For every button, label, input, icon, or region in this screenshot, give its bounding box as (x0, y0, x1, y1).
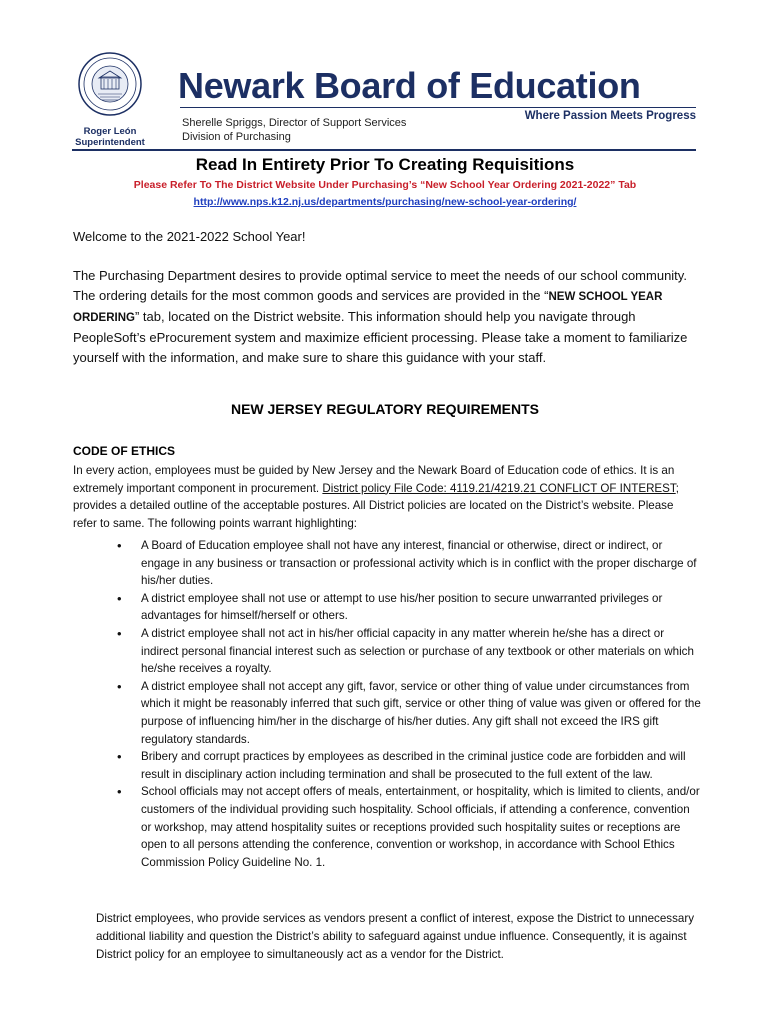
intro-bold-tab: NEW SCHOOL YEAR ORDERING (73, 291, 663, 324)
superintendent-name: Roger León (83, 126, 137, 137)
policy-reference: District policy File Code: 4119.21/4219.21 CONFLICT OF INTEREST (322, 481, 676, 495)
list-item: • Bribery and corrupt practices by employees as described in the criminal justice code are forbidden and will result in disciplinary action including termination and shall be prosecuted to the full extent of the law. (117, 748, 703, 783)
website-notice: Please Refer To The District Website Under Purchasing’s “New School Year Ordering 2021-2022” Tab (133, 179, 637, 191)
closing-paragraph: District employees, who provide services as vendors present a conflict of interest, expose the District to unnecessary additional liability and question the District’s ability to safeguard against undue influence. Consequently, it is against District policy for an employee to simultaneously act as a vendor for the District. (96, 912, 694, 961)
district-seal-logo (78, 52, 142, 116)
superintendent-block (72, 126, 148, 148)
list-item: • A district employee shall not act in his/her official capacity in any matter wherein he/she has a direct or indirect personal financial interest such as selection or purchase of any textbook or other materials on which he/she receives a royalty. (117, 625, 703, 678)
ethics-bullet-list (117, 537, 703, 871)
ethics-text-1: In every action, employees must be guided by New Jersey and the Newark Board of Education code of ethics. It is an extremely important component in procurement. (73, 464, 675, 495)
ethics-paragraph (73, 462, 698, 532)
list-item: • A district employee shall not accept any gift, favor, service or other thing of value under circumstances from which it might be reasonably inferred that such gift, service or other thing of value was given or offered for the purpose of influencing him/her in the discharge of his/her duties. Any gift shall not exceed the IRS gift regulatory standards. (117, 678, 703, 748)
intro-text-1: The Purchasing Department desires to provide optimal service to meet the needs of our school community. The ordering details for the most common goods and services are provided in the “ (73, 268, 687, 303)
list-item: • School officials may not accept offers of meals, entertainment, or hospitality, which is limited to clients, and/or customers of the individual providing such hospitality. School officials, if attending a conference, convention or workshop, may attend hospitality suites or receptions provided such hospitality suites or receptions are open to all persons attending the conference, convention or workshop, in accordance with School Ethics Commission Policy Guideline No. 1. (117, 783, 703, 871)
welcome-line: Welcome to the 2021-2022 School Year! (73, 229, 306, 244)
director-line: Sherelle Spriggs, Director of Support Services (182, 117, 407, 129)
section-title: NEW JERSEY REGULATORY REQUIREMENTS (230, 401, 540, 417)
ethics-text-2: ; provides a detailed outline of the acceptable postures. All District policies are located on the District’s website. Please refer to same. The following points warrant highlighting: (73, 481, 679, 530)
header-divider (180, 107, 696, 108)
code-of-ethics-heading: CODE OF ETHICS (73, 444, 176, 458)
list-item: • A district employee shall not use or attempt to use his/her position to secure unwarranted privileges or advantages for himself/herself or others. (117, 590, 703, 625)
intro-paragraph (73, 266, 698, 368)
division-line: Division of Purchasing (182, 131, 291, 143)
ordering-page-link[interactable]: http://www.nps.k12.nj.us/departments/purchasing/new-school-year-ordering/ (193, 196, 577, 208)
list-item: • A Board of Education employee shall not have any interest, financial or otherwise, direct or indirect, or engage in any business or transaction or professional activity which is in conflict with the proper discharge of his/her duties. (117, 537, 703, 590)
organization-name: Newark Board of Education (178, 65, 641, 106)
seal-graphic (78, 52, 142, 116)
tagline: Where Passion Meets Progress (524, 110, 696, 122)
superintendent-title: Superintendent (75, 137, 145, 148)
letterhead-bottom-rule (72, 149, 696, 151)
intro-text-2: ” tab, located on the District website. This information should help you navigate through PeopleSoft’s eProcurement system and maximize efficient processing. Please take a moment to familiarize yourself with the information, and make sure to share this guidance with your staff. (73, 309, 688, 365)
document-title: Read In Entirety Prior To Creating Requisitions (195, 155, 575, 174)
